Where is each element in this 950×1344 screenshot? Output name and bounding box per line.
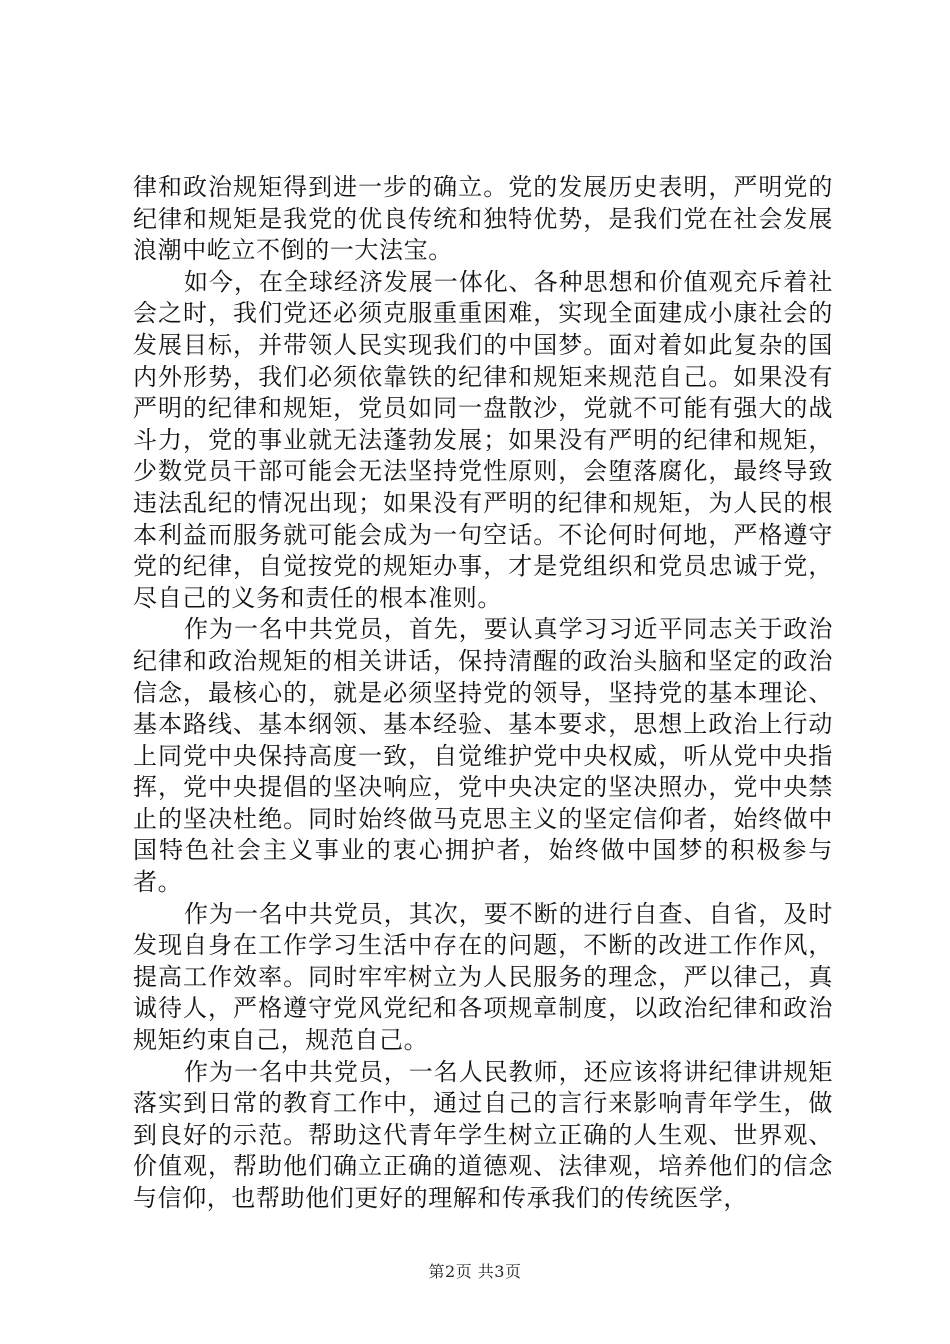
paragraph-3: 作为一名中共党员，首先，要认真学习习近平同志关于政治纪律和政治规矩的相关讲话，保持清醒的政治头脑和坚定的政治信念，最核心的，就是必须坚持党的领导，坚持党的基本理论、基本路线、基本纲领、基本经验、基本要求，思想上政治上行动上同党中央保持高度一致，自觉维护党中央权威，听从党中央指挥，党中央提倡的坚决响应，党中央决定的坚决照办，党中央禁止的坚决杜绝。同时始终做马克思主义的坚定信仰者，始终做中国特色社会主义事业的衷心拥护者，始终做中国梦的积极参与者。 <box>133 615 833 897</box>
document-body <box>133 172 833 1215</box>
paragraph-4: 作为一名中共党员，其次，要不断的进行自查、自省，及时发现自身在工作学习生活中存在的问题，不断的改进工作作风，提高工作效率。同时牢牢树立为人民服务的理念，严以律己，真诚待人，严格遵守党风党纪和各项规章制度，以政治纪律和政治规矩约束自己，规范自己。 <box>133 899 833 1055</box>
paragraph-5: 作为一名中共党员，一名人民教师，还应该将讲纪律讲规矩落实到日常的教育工作中，通过自己的言行来影响青年学生，做到良好的示范。帮助这代青年学生树立正确的人生观、世界观、价值观，帮助他们确立正确的道德观、法律观，培养他们的信念与信仰，也帮助他们更好的理解和传承我们的传统医学， <box>133 1057 833 1212</box>
page-number-footer: 第2页 共3页 <box>428 1262 522 1281</box>
paragraph-1: 律和政治规矩得到进一步的确立。党的发展历史表明，严明党的纪律和规矩是我党的优良传统和独特优势，是我们党在社会发展浪潮中屹立不倒的一大法宝。 <box>133 173 833 265</box>
paragraph-2: 如今，在全球经济发展一体化、各种思想和价值观充斥着社会之时，我们党还必须克服重重困难，实现全面建成小康社会的发展目标，并带领人民实现我们的中国梦。面对着如此复杂的国内外形势，我们必须依靠铁的纪律和规矩来规范自己。如果没有严明的纪律和规矩，党员如同一盘散沙，党就不可能有强大的战斗力，党的事业就无法蓬勃发展；如果没有严明的纪律和规矩，少数党员干部可能会无法坚持党性原则，会堕落腐化，最终导致违法乱纪的情况出现；如果没有严明的纪律和规矩，为人民的根本利益而服务就可能会成为一句空话。不论何时何地，严格遵守党的纪律，自觉按党的规矩办事，才是党组织和党员忠诚于党，尽自己的义务和责任的根本准则。 <box>133 267 833 612</box>
